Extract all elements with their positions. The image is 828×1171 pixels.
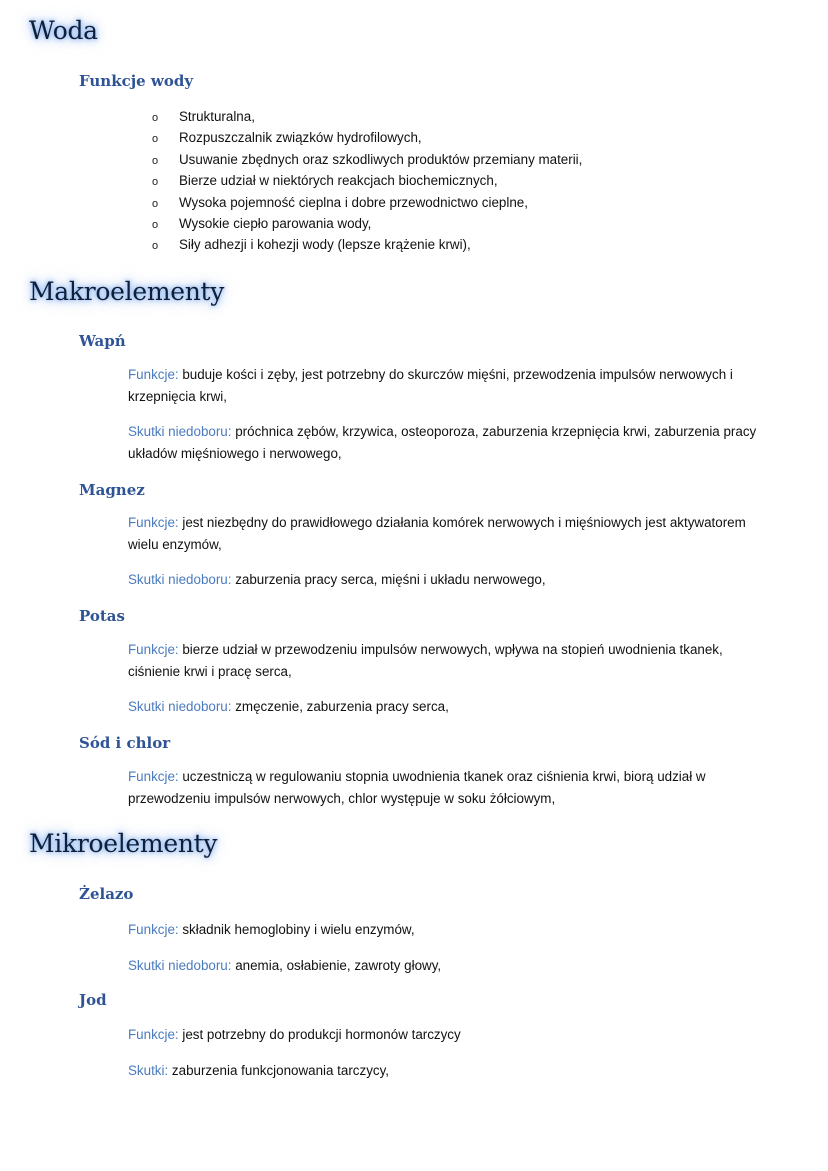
- functions-label: Funkcje:: [128, 642, 179, 657]
- functions-label: Funkcje:: [128, 1027, 179, 1042]
- circle-bullet-icon: o: [152, 176, 159, 189]
- subheading-wapn: Wapń: [79, 332, 126, 350]
- deficiency-label: Skutki:: [128, 1063, 169, 1078]
- circle-bullet-icon: o: [152, 240, 159, 253]
- deficiency-label: Skutki niedoboru:: [128, 699, 232, 714]
- circle-bullet-icon: o: [152, 197, 159, 210]
- potas-deficiency: Skutki niedoboru: zmęczenie, zaburzenia pracy serca,: [128, 699, 449, 714]
- jod-deficiency: Skutki: zaburzenia funkcjonowania tarczycy,: [128, 1063, 390, 1078]
- heading-mikroelementy: Mikroelementy: [29, 829, 218, 858]
- circle-bullet-icon: o: [152, 218, 159, 231]
- jod-functions: Funkcje: jest potrzebny do produkcji hormonów tarczycy: [128, 1027, 461, 1042]
- water-functions-list: [152, 106, 582, 256]
- subheading-sod-i-chlor: Sód i chlor: [79, 734, 171, 752]
- functions-label: Funkcje:: [128, 515, 179, 530]
- subheading-jod: Jod: [79, 991, 107, 1009]
- deficiency-label: Skutki niedoboru:: [128, 572, 232, 587]
- list-item: o Strukturalna,: [152, 106, 582, 127]
- magnez-deficiency: Skutki niedoboru: zaburzenia pracy serca, mięśni i układu nerwowego,: [128, 572, 546, 587]
- subheading-magnez: Magnez: [79, 481, 145, 499]
- magnez-functions: Funkcje: jest niezbędny do prawidłowego działania komórek nerwowych i mięśniowych jest aktywatorem wielu enzymów,: [128, 515, 746, 552]
- list-item: o Rozpuszczalnik związków hydrofilowych,: [152, 127, 582, 148]
- subheading-potas: Potas: [79, 607, 125, 625]
- heading-woda: Woda: [29, 16, 98, 45]
- functions-label: Funkcje:: [128, 922, 179, 937]
- deficiency-label: Skutki niedoboru:: [128, 958, 232, 973]
- functions-label: Funkcje:: [128, 769, 179, 784]
- subheading-funkcje-wody: Funkcje wody: [79, 72, 194, 90]
- heading-makroelementy: Makroelementy: [29, 277, 225, 306]
- list-item: o Siły adhezji i kohezji wody (lepsze krążenie krwi),: [152, 234, 582, 255]
- list-item: o Usuwanie zbędnych oraz szkodliwych produktów przemiany materii,: [152, 149, 582, 170]
- functions-label: Funkcje:: [128, 367, 179, 382]
- list-item: o Wysoka pojemność cieplna i dobre przewodnictwo cieplne,: [152, 192, 582, 213]
- circle-bullet-icon: o: [152, 133, 159, 146]
- circle-bullet-icon: o: [152, 112, 159, 124]
- deficiency-label: Skutki niedoboru:: [128, 424, 232, 439]
- circle-bullet-icon: o: [152, 154, 159, 167]
- list-item: o Wysokie ciepło parowania wody,: [152, 213, 582, 234]
- sod-chlor-functions: Funkcje: uczestniczą w regulowaniu stopnia uwodnienia tkanek oraz ciśnienia krwi, biorą udział w przewodzeniu impulsów nerwowych, chlor występuje w soku żółciowym,: [128, 769, 706, 806]
- wapn-deficiency: Skutki niedoboru: próchnica zębów, krzywica, osteoporoza, zaburzenia krzepnięcia krwi, zaburzenia pracy układów mięśniowego i nerwowego,: [128, 424, 757, 461]
- potas-functions: Funkcje: bierze udział w przewodzeniu impulsów nerwowych, wpływa na stopień uwodnienia tkanek, ciśnienie krwi i pracę serca,: [128, 642, 723, 679]
- wapn-functions: Funkcje: buduje kości i zęby, jest potrzebny do skurczów mięśni, przewodzenia impulsów nerwowych i krzepnięcia krwi,: [128, 367, 733, 404]
- zelazo-deficiency: Skutki niedoboru: anemia, osłabienie, zawroty głowy,: [128, 958, 442, 973]
- zelazo-functions: Funkcje: składnik hemoglobiny i wielu enzymów,: [128, 922, 415, 937]
- subheading-zelazo: Żelazo: [79, 885, 134, 903]
- list-item: o Bierze udział w niektórych reakcjach biochemicznych,: [152, 170, 582, 191]
